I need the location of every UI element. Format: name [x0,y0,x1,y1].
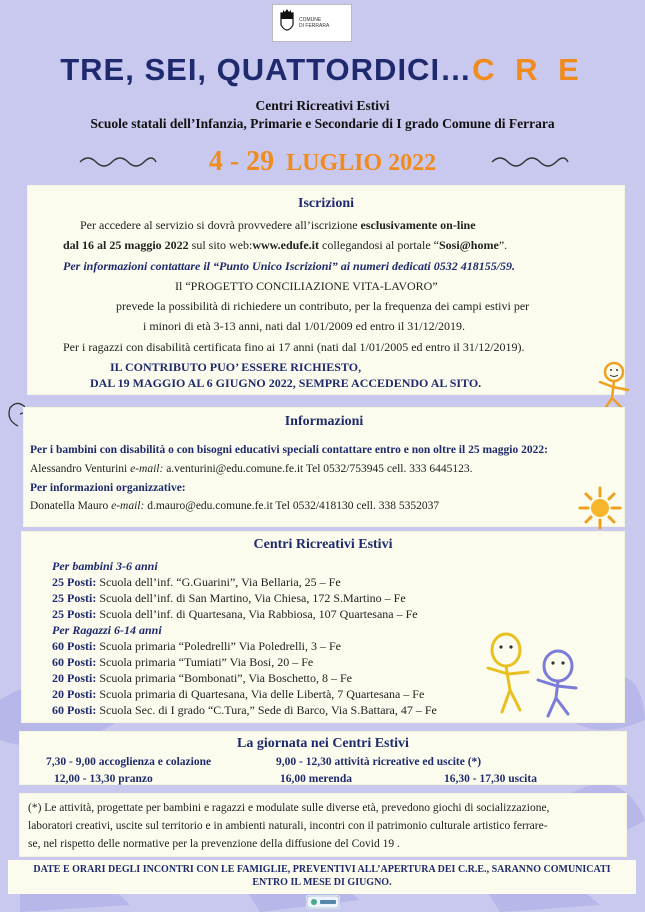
subtitle-2: Scuole statali dell’Infanzia, Primarie e Secondarie di I grado Comune di Ferrara [90,116,555,131]
title-main: TRE, SEI, QUATTORDICI… [60,52,473,87]
informazioni-title: Informazioni [284,414,364,429]
list-item: 25 Posti: Scuola dell’inf. di Quartesana, Via Rabbiosa, 107 Quartesana – Fe [52,607,418,621]
squiggle-right-decoration [490,154,570,168]
iscrizioni-line-1: Per accedere al servizio si dovrà provvedere all’iscrizione esclusivamente on-line [80,218,476,232]
squiggle-left-decoration [78,154,158,168]
iscrizioni-title: Iscrizioni [298,196,354,211]
iscrizioni-line-6: i minori di età 3-13 anni, nati dal 1/01/2009 ed entro il 31/12/2019. [143,319,465,333]
giornata-title: La giornata nei Centri Estivi [237,736,409,751]
list-item: 60 Posti: Scuola primaria “Poledrelli” Via Poledrelli, 3 – Fe [52,639,341,653]
notes-line-1: (*) Le attività, progettate per bambini e ragazzi e modulate sulle diverse età, prevedono giochi di socializzazione, [28,802,550,814]
subtitle-1: Centri Ricreativi Estivi [255,98,390,113]
list-item: 60 Posti: Scuola Sec. di I grado “C.Tura,” Sede di Barco, Via S.Battara, 47 – Fe [52,703,437,717]
footer-logo [306,895,340,909]
footer-line-2: ENTRO IL MESE DI GIUGNO. [252,877,392,888]
iscrizioni-line-3: Per informazioni contattare il “Punto Unico Iscrizioni” ai numeri dedicati 0532 418155/59. [63,259,516,273]
schedule-item: 7,30 - 9,00 accoglienza e colazione [46,756,212,768]
footer-line-1: DATE E ORARI DEGLI INCONTRI CON LE FAMIGLIE, PREVENTIVI ALL’APERTURA DEI C.R.E., SARANNO COMUNICATI [33,864,611,875]
informazioni-line-3: Per informazioni organizzative: [30,482,186,494]
iscrizioni-line-2: dal 16 al 25 maggio 2022 sul sito web:www.edufe.it collegandosi al portale “Sosi@home”. [63,238,508,252]
stick-figure-icon [594,360,634,412]
page-title [0,52,645,88]
dates-days: 4 - 29 [208,146,275,177]
footer-notice [8,860,636,894]
comune-ferrara-logo [272,4,352,42]
list-item: 60 Posti: Scuola primaria “Tumiati” Via Bosi, 20 – Fe [52,655,314,669]
notes-line-3: se, nel rispetto delle normative per la prevenzione della diffusione del Covid 19 . [28,838,400,850]
sun-icon [578,486,622,530]
centri-group-1: Per bambini 3-6 anni [52,559,158,573]
title-accent: C R E [472,52,585,87]
list-item: 20 Posti: Scuola primaria di Quartesana, Via delle Libertà, 7 Quartesana – Fe [52,687,425,701]
list-item: 25 Posti: Scuola dell’inf. “G.Guarini”, Via Bellaria, 25 – Fe [52,575,341,589]
informazioni-line-2: Alessandro Venturini e-mail: a.venturini@edu.comune.fe.it Tel 0532/753945 cell. 333 6445123. [30,463,473,475]
list-item: 25 Posti: Scuola dell’inf. di San Martino, Via Chiesa, 172 S.Martino – Fe [52,591,406,605]
informazioni-line-1: Per i bambini con disabilità o con bisogni educativi speciali contattare entro e non oltre il 25 maggio 2022: [30,444,548,456]
iscrizioni-line-8: IL CONTRIBUTO PUO’ ESSERE RICHIESTO, [110,360,362,374]
logo-line: COMUNE [299,17,322,23]
logo-line: DI FERRARA [299,23,330,29]
children-drawing-icon [480,628,585,720]
centri-group-2: Per Ragazzi 6-14 anni [52,623,162,637]
dates-month: LUGLIO 2022 [286,150,437,176]
iscrizioni-line-9: DAL 19 MAGGIO AL 6 GIUGNO 2022, SEMPRE ACCEDENDO AL SITO. [90,376,482,390]
notes-line-2: laboratori creativi, uscite sul territorio e in ambienti naturali, incontri con il patrimonio culturale artistico ferrare- [28,820,548,832]
footer-logo-icon [306,895,340,909]
schedule-item: 16,00 merenda [280,773,352,785]
schedule-item: 12,00 - 13,30 pranzo [54,773,153,785]
informazioni-line-4: Donatella Mauro e-mail: d.mauro@edu.comune.fe.it Tel 0532/418130 cell. 338 5352037 [30,500,440,512]
iscrizioni-line-7: Per i ragazzi con disabilità certificata fino ai 17 anni (nati dal 1/01/2005 ed entro il 31/12/2019). [63,340,525,354]
iscrizioni-line-5: prevede la possibilità di richiedere un contributo, per la frequenza dei campi estivi per [116,299,530,313]
schedule-item: 9,00 - 12,30 attività ricreative ed uscite (*) [276,756,482,768]
centri-title: Centri Ricreativi Estivi [253,537,393,552]
crest-icon [279,9,295,37]
schedule-item: 16,30 - 17,30 uscita [444,773,537,785]
iscrizioni-line-4: Il “PROGETTO CONCILIAZIONE VITA-LAVORO” [175,279,438,293]
list-item: 20 Posti: Scuola primaria “Bombonati”, Via Boschetto, 8 – Fe [52,671,353,685]
